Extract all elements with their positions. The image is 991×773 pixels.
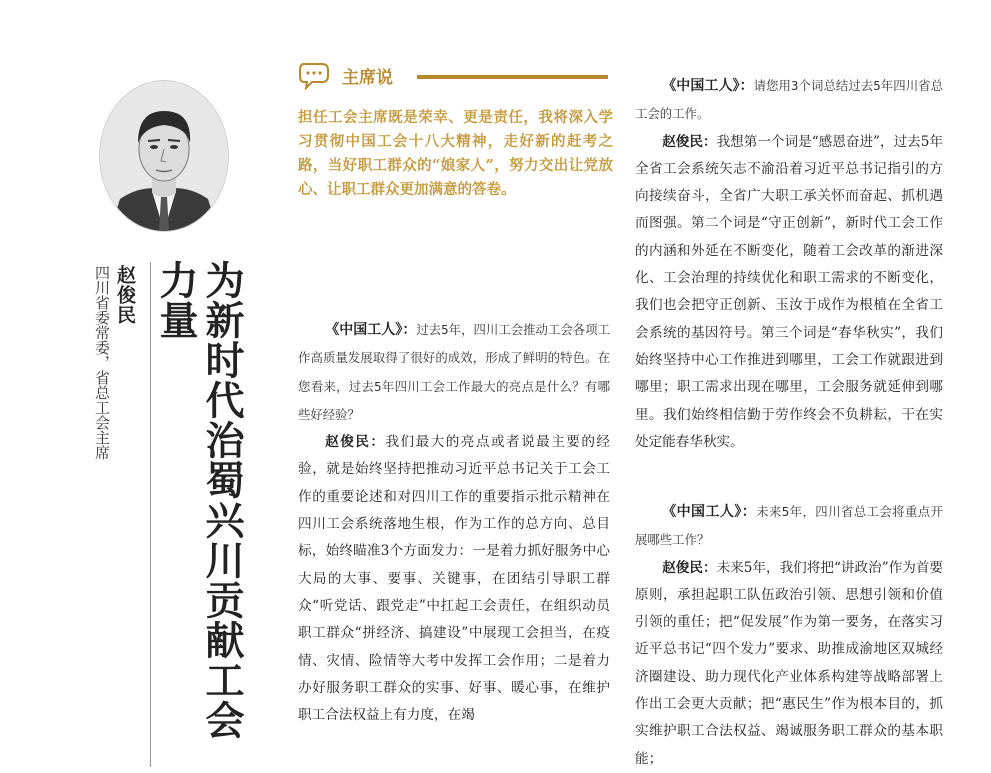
answer-text: 未来5年，我们将把“讲政治”作为首要原则，承担起职工队伍政治引领、思想引领和价值引领的重任；把“促发展”作为第一要务，在落实习近平总书记“四个发力”要求、助推成渝地区双城经济圈建设、助力现代化产业体系构建等战略部署上作出工会更大贡献；把“惠民生”作为根本目的，抓实维护职工合法权益、竭诚服务职工群众的基本职能； (635, 559, 944, 767)
article-column-middle (298, 316, 610, 729)
person-name: 赵俊民 (114, 265, 136, 325)
question-source: 《中国工人》： (662, 78, 754, 94)
answer-paragraph (635, 129, 943, 457)
headline-divider (150, 262, 151, 767)
question-text: 过去5年，四川工会推动工会各项工作高质量发展取得了很好的成效，形成了鲜明的特色。在您看来，过去5年四川工会工作最大的亮点是什么？有哪些好经验？ (298, 322, 610, 422)
person-title: 四川省委常委，省总工会主席 (93, 265, 111, 460)
answer-text: 我们最大的亮点或者说最主要的经验，就是始终坚持把推动习近平总书记关于工会工作的重要论述和对四川工作的重要指示批示精神在四川工会系统落地生根，作为工作的总方向、总目标，始终瞄准3个方面发力：一是着力抓好服务中心大局的大事、要事、关键事，在团结引导职工群众“听党话、跟党走”中扛起工会责任，在组织动员职工群众“拼经济、搞建设”中展现工会担当，在疫情、灾情、险情等大考中发挥工会作用；二是着力办好服务职工群众的实事、好事、暖心事，在维护职工合法权益上有力度，在竭 (298, 434, 611, 724)
answer-paragraph (635, 555, 943, 773)
chairman-quote: 担任工会主席既是荣幸、更是责任，我将深入学习贯彻中国工会十八大精神，走好新的赶考之路，当好职工群众的“娘家人”，努力交出让党放心、让职工群众更加满意的答卷。 (298, 109, 613, 198)
answer-paragraph (298, 429, 610, 729)
question-text: 请您用3个词总结过去5年四川省总工会的工作。 (635, 78, 943, 122)
answer-speaker: 赵俊民： (662, 559, 717, 576)
answer-text: 我想第一个词是“感恩奋进”，过去5年全省工会系统矢志不渝沿着习近平总书记指引的方向接续奋斗，全省广大职工承关怀而奋起、抓机遇而图强。第二个词是“守正创新”，新时代工会工作的内涵和外延在不断变化，随着工会改革的渐进深化、工会治理的持续优化和职工需求的不断变化，我们也会把守正创新、玉汝于成作为根植在全省工会系统的基因符号。第三个词是“春华秋实”，我们始终坚持中心工作推进到哪里，工会工作就跟进到哪里；职工需求出现在哪里，工会服务就延伸到哪里。我们始终相信勤于劳作终会不负耕耘，干在实处定能春华秋实。 (635, 133, 944, 450)
chairman-says-label: 主席说 (342, 68, 393, 88)
question-paragraph (298, 316, 610, 429)
question-source: 《中国工人》： (325, 322, 417, 338)
portrait-illustration (99, 80, 229, 232)
question-paragraph (635, 498, 943, 555)
question-paragraph (635, 72, 943, 129)
article-headline: 为新时代治蜀兴川贡献工会力量 (153, 260, 244, 740)
speech-bubble-icon (298, 60, 332, 90)
chairman-says-rule (417, 75, 608, 79)
question-text: 未来5年，四川省总工会将重点开展哪些工作？ (635, 504, 944, 548)
answer-speaker: 赵俊民： (662, 133, 717, 150)
article-column-right-bottom (635, 498, 943, 773)
article-column-right-top (635, 72, 943, 456)
answer-speaker: 赵俊民： (325, 434, 386, 451)
question-source: 《中国工人》： (662, 504, 757, 520)
